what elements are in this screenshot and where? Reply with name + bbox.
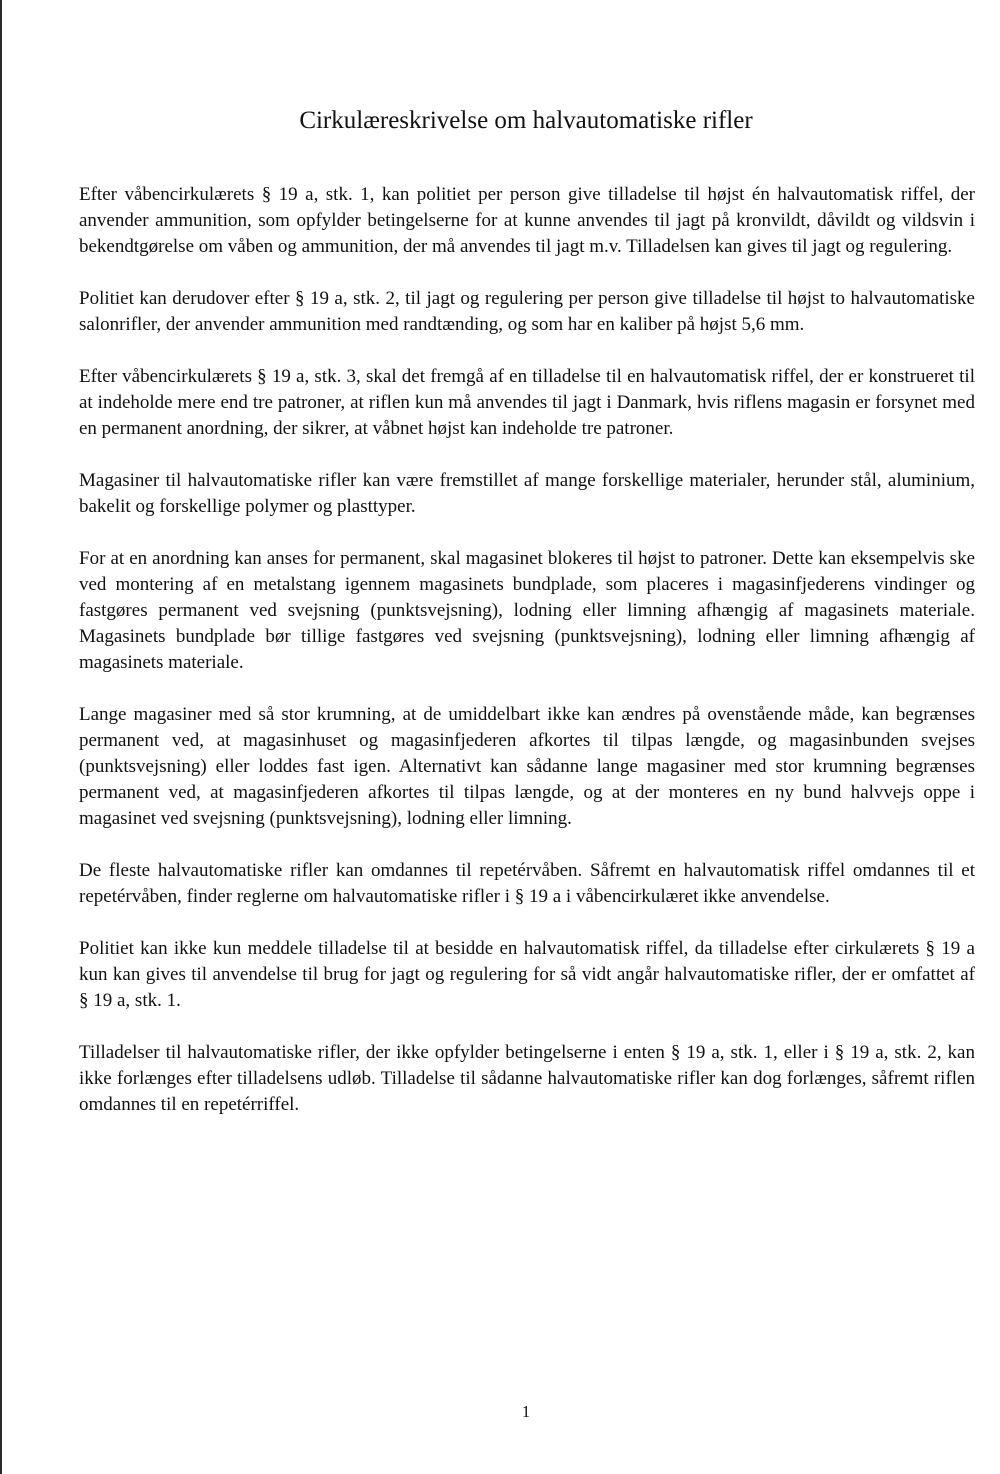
document-body: [79, 182, 975, 1144]
paragraph-2: Politiet kan derudover efter § 19 a, stk. 2, til jagt og regulering per person give tilladelse til højst to halvautomatiske salonrifler, der anvender ammunition med randtænding, og som har en kaliber på højst 5,6 mm.: [79, 288, 975, 335]
page-number: 1: [521, 1402, 531, 1421]
paragraph-1: Efter våbencirkulærets § 19 a, stk. 1, kan politiet per person give tilladelse til højst én halvautomatisk riffel, der anvender ammunition, som opfylder betingelserne for at kunne anvendes til jagt på kronvildt, dåvildt og vildsvin i bekendtgørelse om våben og ammunition, der må anvendes til jagt m.v. Tilladelsen kan gives til jagt og regulering.: [79, 184, 975, 257]
document-title: Cirkulæreskrivelse om halvautomatiske rifler: [299, 107, 753, 134]
paragraph-8: Politiet kan ikke kun meddele tilladelse til at besidde en halvautomatisk riffel, da tilladelse efter cirkulærets § 19 a kun kan gives til anvendelse til brug for jagt og regulering for så vidt angår halvautomatiske rifler, der er omfattet af § 19 a, stk. 1.: [79, 938, 975, 1011]
paragraph-9: Tilladelser til halvautomatiske rifler, der ikke opfylder betingelserne i enten § 19 a, stk. 1, eller i § 19 a, stk. 2, kan ikke forlænges efter tilladelsens udløb. Tilladelse til sådanne halvautomatiske rifler kan dog forlænges, såfremt riflen omdannes til en repetérriffel.: [79, 1042, 975, 1115]
paragraph-7: De fleste halvautomatiske rifler kan omdannes til repetérvåben. Såfremt en halvautomatisk riffel omdannes til et repetérvåben, finder reglerne om halvautomatiske rifler i § 19 a i våbencirkulæret ikke anvendelse.: [79, 860, 975, 907]
paragraph-3: Efter våbencirkulærets § 19 a, stk. 3, skal det fremgå af en tilladelse til en halvautomatisk riffel, der er konstrueret til at indeholde mere end tre patroner, at riflen kun må anvendes til jagt i Danmark, hvis riflens magasin er forsynet med en permanent anordning, der sikrer, at våbnet højst kan indeholde tre patroner.: [79, 366, 975, 439]
paragraph-4: Magasiner til halvautomatiske rifler kan være fremstillet af mange forskellige materialer, herunder stål, aluminium, bakelit og forskellige polymer og plasttyper.: [79, 470, 975, 517]
paragraph-6: Lange magasiner med så stor krumning, at de umiddelbart ikke kan ændres på ovenstående måde, kan begrænses permanent ved, at magasinhuset og magasinfjederen afkortes til tilpas længde, og magasinbunden svejses (punktsvejsning) eller loddes fast igen. Alternativt kan sådanne lange magasiner med stor krumning begrænses permanent ved, at magasinfjederen afkortes til tilpas længde, og at der monteres en ny bund halvvejs oppe i magasinet ved svejsning (punktsvejsning), lodning eller limning.: [79, 704, 975, 829]
paragraph-5: For at en anordning kan anses for permanent, skal magasinet blokeres til højst to patroner. Dette kan eksempelvis ske ved montering af en metalstang igennem magasinets bundplade, som placeres i magasinfjederens vindinger og fastgøres permanent ved svejsning (punktsvejsning), lodning eller limning afhængig af magasinets materiale. Magasinets bundplade bør tillige fastgøres ved svejsning (punktsvejsning), lodning eller limning afhængig af magasinets materiale.: [79, 548, 975, 673]
page-edge: [0, 0, 2, 1474]
